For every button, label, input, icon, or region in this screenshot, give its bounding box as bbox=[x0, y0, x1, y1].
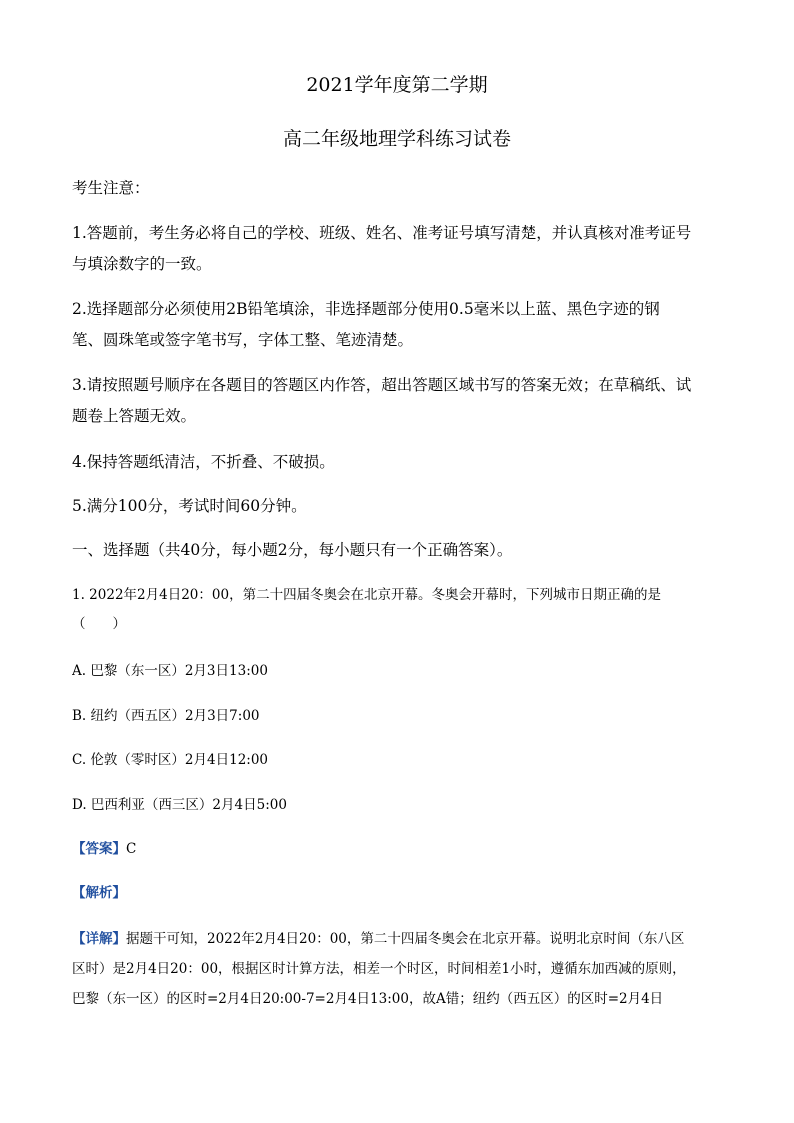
detail-line-1 bbox=[72, 927, 732, 947]
analysis-tag: 【解析】 bbox=[72, 885, 126, 901]
answer-value: C bbox=[126, 841, 137, 857]
question-1-stem-line1: 1. 2022年2月4日20：00，第二十四届冬奥会在北京开幕。冬奥会开幕时，下列城市日期正确的是 bbox=[72, 587, 662, 603]
notice-item-3-line1: 3.请按照题号顺序在各题目的答题区内作答，超出答题区域书写的答案无效；在草稿纸、试 bbox=[72, 376, 692, 394]
detail-line-2: 区时）是2月4日20：00，根据区时计算方法，相差一个时区，时间相差1小时，遵循东加西减的原则， bbox=[72, 961, 686, 977]
question-1-option-a: A. 巴黎（东一区）2月3日13:00 bbox=[72, 663, 268, 679]
notice-item-5: 5.满分100分，考试时间60分钟。 bbox=[72, 497, 307, 515]
notice-item-1-line1: 1.答题前，考生务必将自己的学校、班级、姓名、准考证号填写清楚，并认真核对准考证号 bbox=[72, 224, 692, 242]
detail-tag: 【详解】 bbox=[72, 931, 126, 947]
page-title: 2021学年度第二学期 bbox=[306, 74, 488, 96]
notice-item-2-line2: 笔、圆珠笔或签字笔书写，字体工整、笔迹清楚。 bbox=[72, 331, 414, 349]
question-1-option-b: B. 纽约（西五区）2月3日7:00 bbox=[72, 708, 260, 724]
notice-item-1-line2: 与填涂数字的一致。 bbox=[72, 255, 212, 273]
detail-text-1: 据题干可知，2022年2月4日20：00，第二十四届冬奥会在北京开幕。说明北京时间（东八区 bbox=[126, 931, 685, 947]
analysis-row bbox=[72, 881, 732, 901]
notice-item-4: 4.保持答题纸清洁，不折叠、不破损。 bbox=[72, 453, 335, 471]
question-1-option-c: C. 伦敦（零时区）2月4日12:00 bbox=[72, 752, 269, 768]
section-heading-choice: 一、选择题（共40分，每小题2分，每小题只有一个正确答案）。 bbox=[72, 541, 513, 559]
notice-item-3-line2: 题卷上答题无效。 bbox=[72, 407, 197, 425]
notice-heading: 考生注意： bbox=[72, 179, 150, 197]
answer-tag: 【答案】 bbox=[72, 841, 126, 857]
question-1-option-d: D. 巴西利亚（西三区）2月4日5:00 bbox=[72, 797, 287, 813]
notice-item-2-line1: 2.选择题部分必须使用2B铅笔填涂，非选择题部分使用0.5毫米以上蓝、黑色字迹的钢 bbox=[72, 300, 660, 318]
answer-row bbox=[72, 837, 732, 857]
detail-line-3: 巴黎（东一区）的区时=2月4日20:00-7=2月4日13:00，故A错；纽约（西五区）的区时=2月4日 bbox=[72, 991, 664, 1007]
page-subtitle: 高二年级地理学科练习试卷 bbox=[282, 128, 511, 150]
question-1-stem-line2: （ ） bbox=[72, 616, 126, 632]
